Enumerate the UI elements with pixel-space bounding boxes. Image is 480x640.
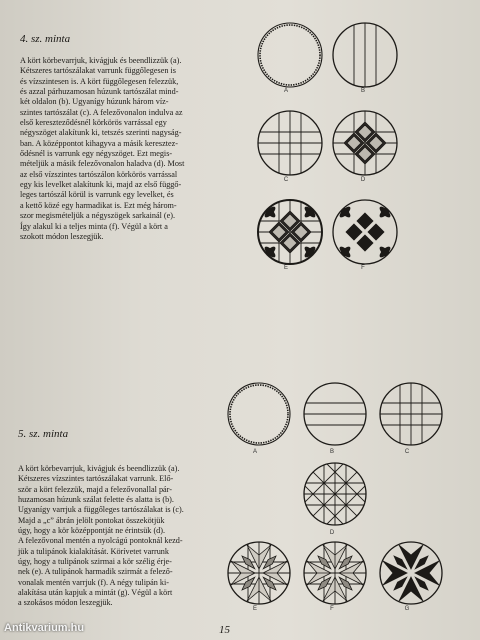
section5-figure-label: F [330, 606, 334, 612]
section4-figure-label: D [360, 177, 366, 183]
section4-line: ődésnél is varrunk egy négyszöget. Ezt megis- [20, 149, 173, 159]
s4-figure-a [258, 23, 322, 87]
section5-figure-label: B [329, 449, 334, 455]
section4-line: szor megismételjük a négyszögek sarkainál (e). [20, 211, 176, 221]
s4-figure-f [333, 200, 397, 264]
beaded-edge [260, 25, 320, 85]
section4-figure-label: E [283, 265, 288, 271]
section4-line: A kört körbevarrjuk, kivágjuk és beendlizzük (a). [20, 56, 182, 65]
section4-line: ban. A középpontot kihagyva a másik keresztez- [20, 138, 179, 148]
s4-figure-f-inner [338, 205, 392, 259]
s5-figure-d [282, 463, 388, 525]
section5-line: úgy, hogy a kör középpontját ne érintsük (d). [18, 526, 166, 536]
s4-figure-e [258, 200, 322, 264]
section4-line: Így alakul ki a teljes minta (f). Végül a kört a [20, 221, 168, 231]
s4-figure-c [258, 111, 322, 175]
circle-outline [228, 383, 290, 445]
section5-line: A felezővonal mentén a nyolcágú pontoknál kezd- [18, 536, 183, 546]
section5-line: ször a kört felezzük, majd a felezővonallal pár- [18, 484, 172, 494]
section4-line: szokott módon leszegjük. [20, 231, 104, 241]
section4-line: egy kis levelket alakítunk ki, majd az első függő- [20, 180, 182, 190]
section5-line: jük a tulipánok kialakítását. Körívetet varrunk [18, 546, 169, 556]
section5-figure-label: G [404, 606, 410, 612]
section5-figure-label: A [252, 449, 257, 455]
circle-outline [258, 23, 322, 87]
section5-line: A kört körbevarrjuk, kivágjuk és beendlizzük (a). [18, 464, 180, 473]
section5-line: a szokásos módon leszegjük. [18, 598, 113, 608]
watermark: Antikvarium.hu [4, 622, 85, 634]
section4-line: és azzal párhuzamosan húzunk tartószálat mind- [20, 87, 179, 97]
s5-figure-f [304, 542, 366, 604]
solid-square [357, 235, 373, 251]
section5-figure-label: E [252, 606, 257, 612]
s5-figure-c [380, 383, 442, 445]
s5-figure-d-inner [282, 463, 388, 525]
section5-figure-label: D [329, 530, 335, 536]
section4-line: a kettő közé egy harmadikat is. Ezt még három- [20, 200, 177, 210]
section4-figure-label: A [283, 88, 288, 94]
section5-line: huzamosan húzunk szálat felette és alatta is (b). [18, 495, 174, 505]
circle-outline [333, 200, 397, 264]
circle-outline [380, 542, 442, 604]
section4-line: első kereszteződésnél körkörös varrással egy [20, 118, 167, 128]
s4-figure-b-inner [354, 23, 376, 87]
section5-line: Kétszeres vízszintes tartószálakat varrunk. Elő- [18, 474, 174, 484]
s5-figure-b [304, 383, 366, 445]
s5-figure-g [380, 542, 442, 604]
s4-figure-d [333, 111, 397, 175]
s5-figure-a [228, 383, 290, 445]
section5-line: Ugyanígy varrjuk a függőleges tartószálakat is (c). [18, 505, 184, 515]
section4-line: mételjük a másik felezővonalon haladva (d). Most [20, 159, 185, 169]
section4-line: Kétszeres tartószálakat varrunk függőlegesen is [20, 66, 176, 76]
solid-square [357, 213, 373, 229]
section4-title: 4. sz. minta [20, 33, 71, 45]
section5-line: Majd a „c” ábrán jelölt pontokat összekötjük [18, 515, 165, 525]
s5-figure-g-inner [383, 545, 439, 601]
section4-line: leges tartószál körül is varrunk egy levelket, és [20, 190, 174, 200]
s5-figure-e [228, 542, 290, 604]
section4-line: szintes tartószálat (c). A felezővonalon indulva az [20, 107, 183, 117]
beaded-edge [230, 385, 288, 443]
section4-figure-label: C [283, 177, 289, 183]
section4-line: az első vízszintes tartószálon körkörös varrással [20, 169, 178, 179]
section5-line: vonalak mentén varrjuk (f). A négy tulipán ki- [18, 577, 169, 587]
page-number: 15 [219, 624, 230, 636]
solid-square [368, 224, 384, 240]
section5-line: nek (e). A tulipánok harmadik szirmát a felező- [18, 567, 173, 577]
section5-figure-label: C [404, 449, 410, 455]
s4-figure-b [333, 23, 397, 87]
section4-figure-label: B [360, 88, 365, 94]
section5-line: alakítása után kapjuk a mintát (g). Végül a kört [18, 588, 173, 598]
section5-title: 5. sz. minta [18, 428, 69, 440]
section4-line: két oldalon (b). Ugyanígy húzunk három víz- [20, 97, 169, 107]
solid-square [346, 224, 362, 240]
s5-figure-b-inner [304, 403, 366, 425]
section4-line: négyszöget alakítunk ki, tetszés szerinti nagyság- [20, 128, 182, 138]
section4-line: és vízszintesen is. A kört függőlegesen felezzük, [20, 76, 179, 86]
section4-figure-label: F [361, 265, 365, 271]
section5-line: úgy, hogy a tulipánok szirmai a kör szélig érje- [18, 557, 172, 567]
